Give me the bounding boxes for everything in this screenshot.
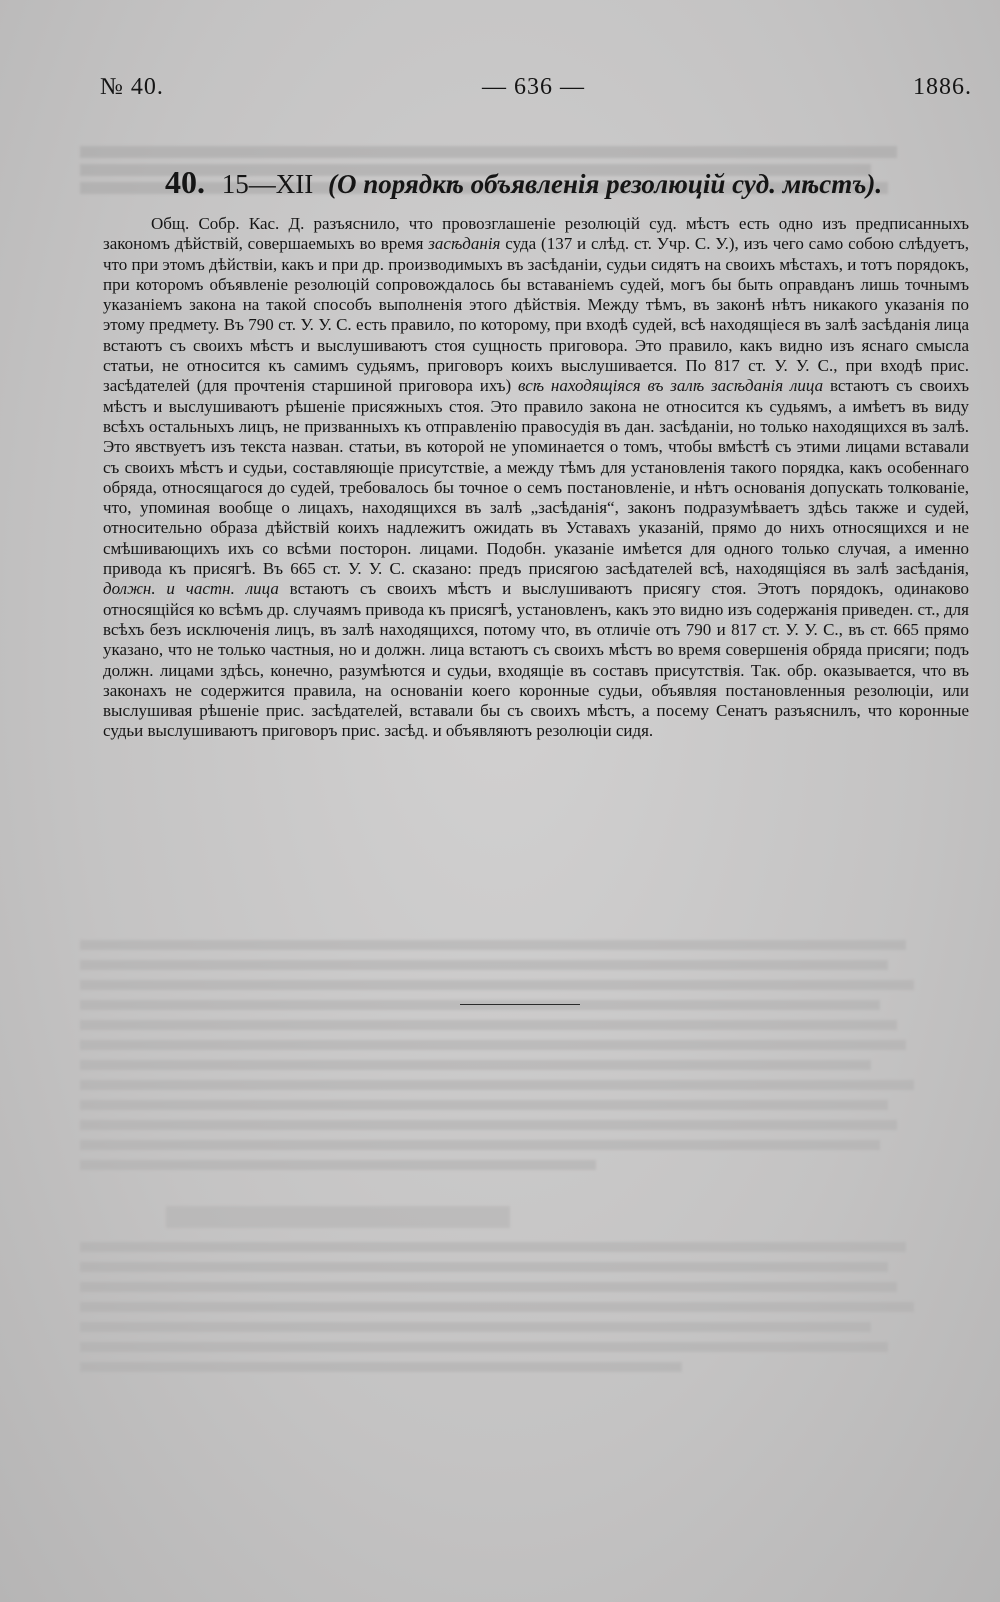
body-text-part-2: суда (137 и слѣд. ст. Учр. С. У.), изъ чего само собою слѣдуетъ, что при этомъ дѣйствіи, какъ и при др. производимыхъ въ засѣданіи, судьи сидятъ на своихъ мѣстахъ, и тотъ порядокъ, при которомъ объявленіе резолюцій сопровождалось бы вставаніемъ судей, могъ бы быть оправданъ лишь точнымъ указаніемъ закона на такой способъ выполненія этого дѣйствія. Между тѣмъ, въ законѣ нѣтъ никакого указанія по этому предмету. Въ 790 ст. У. У. С. есть правило, по которому, при входѣ судей, всѣ находящіеся въ залѣ засѣданія лица встаютъ съ своихъ мѣстъ и выслушиваютъ стоя сущность приговора. Это правило, какъ видно изъ яснаго смысла статьи, не относится къ самимъ судьямъ, приговоръ коихъ выслушивается. По 817 ст. У. У. С., при входѣ прис. засѣдателей (для прочтенія старшиной приговора ихъ) [103, 234, 969, 396]
body-emphasis-1: засѣданія [428, 234, 501, 254]
entry-number: 40. [165, 164, 205, 200]
entry-date: 15—XII [221, 169, 314, 199]
body-emphasis-3: должн. и частн. лица [103, 579, 279, 599]
entry-body [103, 214, 969, 742]
section-divider [460, 1004, 580, 1005]
body-text-part-3: встаютъ съ своихъ мѣстъ и выслушиваютъ рѣшеніе присяжныхъ стоя. Это правило закона не относится къ судьямъ, а имѣетъ въ виду всѣхъ остальныхъ лицъ, не призванныхъ къ отправленію правосудія въ дан. засѣданіи, но только находящихся въ залѣ. Это явствуетъ изъ текста назван. статьи, въ которой не упоминается о томъ, чтобы вмѣстѣ съ этими лицами вставали съ своихъ мѣстъ и судьи, составляющіе присутствіе, а между тѣмъ для установленія такого порядка, какъ особеннаго обряда, относящагося до судей, требовалось бы точное о семъ постановленіе, и нѣтъ основанія допускать толкованіе, что, упоминая вообще о лицахъ, находящихся въ залѣ „засѣданія“, законъ подразумѣваетъ здѣсь также и судей, относительно образа дѣйствій коихъ надлежитъ ожидать въ Уставахъ указаній, прямо до нихъ относящихся и не смѣшивающихъ ихъ со всѣми посторон. лицами. Подобн. указаніе имѣется для одного только случая, а именно привода къ присягѣ. Въ 665 ст. У. У. С. сказано: предъ присягою засѣдателей всѣ, находящіяся въ залѣ засѣданія, [103, 376, 970, 579]
entry-heading [165, 164, 945, 201]
entry-subject: (О порядкѣ объявленія резолюцій суд. мѣстъ). [327, 169, 883, 199]
page-header [100, 74, 972, 114]
bleed-through-bottom [80, 930, 940, 1570]
body-emphasis-2: всѣ находящіяся въ залѣ засѣданія лица [518, 376, 824, 396]
page-number: — 636 — [482, 74, 585, 100]
body-text-part-4: встаютъ съ своихъ мѣстъ и выслушиваютъ присягу стоя. Этотъ порядокъ, одинаково относящійся ко всѣмъ др. случаямъ привода къ присягѣ, установленъ, какъ это видно изъ содержанія приведен. ст., для всѣхъ безъ исключенія лицъ, въ залѣ находящихся, потому что, въ отличіе отъ 790 и 817 ст. У. У. С., въ ст. 665 прямо указано, что не только частныя, но и должн. лица встаютъ съ своихъ мѣстъ во время совершенія обряда присяги; подъ должн. лицами здѣсь, конечно, разумѣются и судьи, входящіе въ составъ присутствія. Так. обр. оказывается, что въ законахъ не содержится правила, на основаніи коего коронные судьи, объявляя постановленныя резолюціи, или выслушивая рѣшеніе прис. засѣдателей, вставали бы съ своихъ мѣстъ, а посему Сенатъ разъяснилъ, что коронные судьи выслушиваютъ приговоръ прис. засѣд. и объявляютъ резолюціи сидя. [103, 579, 969, 741]
year: 1886. [913, 74, 972, 100]
body-text-part-1: Общ. Собр. Кас. Д. разъяснило, что провозглашеніе резолюцій суд. мѣстъ есть одно изъ предписанныхъ закономъ дѣйствій, совершаемыхъ во время [103, 214, 969, 254]
issue-number: № 40. [100, 74, 164, 100]
